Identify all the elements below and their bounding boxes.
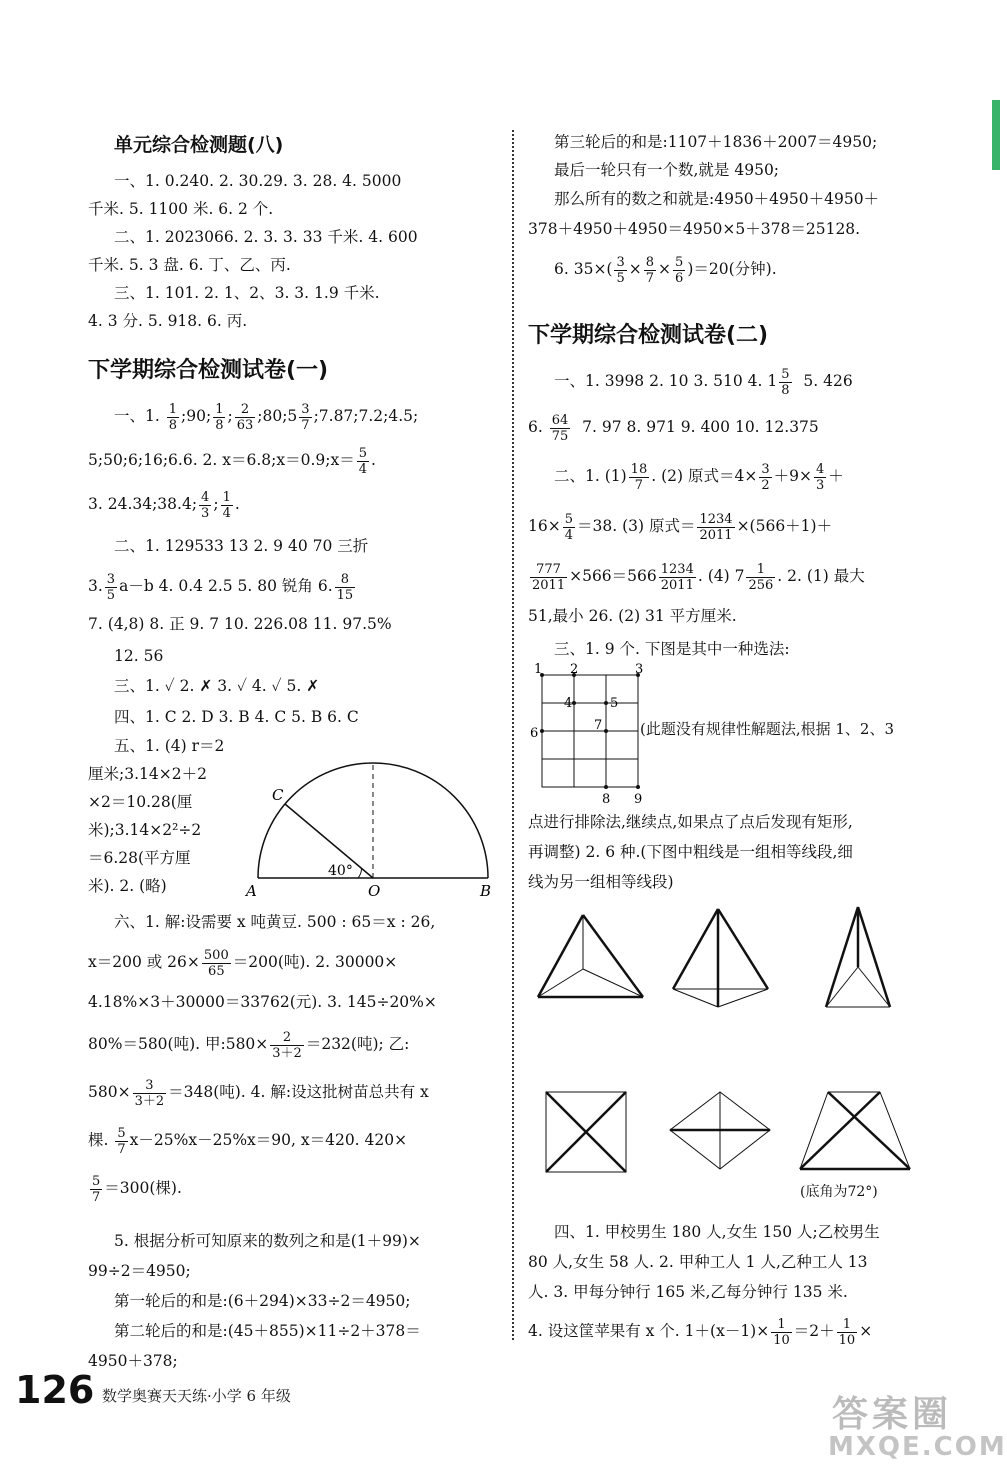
text: 5;50;6;16;6.6. 2. x＝6.8;x＝0.9;x＝ <box>88 451 355 469</box>
text: 棵. <box>88 1131 109 1149</box>
denominator: 6 <box>675 270 684 286</box>
answer-line: 厘米;3.14×2＋2 <box>88 765 207 783</box>
grid-label: 3 <box>635 662 644 677</box>
watermark-url: MXQE.COM <box>828 1432 1007 1462</box>
fraction <box>563 512 575 543</box>
numerator: 8 <box>335 572 356 588</box>
answer-line: 4. 3 分. 5. 918. 6. 丙. <box>88 312 248 330</box>
grid-point <box>636 785 640 789</box>
grid-lines <box>542 675 638 787</box>
fraction <box>550 413 571 444</box>
semicircle-answer-text <box>88 732 248 900</box>
text: 一、1. 3998 2. 10 3. 510 4. 1 <box>554 372 778 390</box>
denominator: 3 <box>201 505 210 521</box>
fraction <box>814 462 826 493</box>
thin-segment <box>800 1092 828 1169</box>
text: . (4) 7 <box>697 567 745 585</box>
denominator: 3 <box>815 477 825 493</box>
denominator: 65 <box>208 963 225 979</box>
denominator: 4 <box>564 527 573 543</box>
shape-square-cross <box>546 1092 626 1172</box>
text: 80%＝580(吨). 甲:580× <box>88 1035 269 1053</box>
fraction <box>530 562 567 593</box>
fraction <box>697 512 734 543</box>
section-title-unit8: 单元综合检测题(八) <box>114 134 284 156</box>
text: ＋9× <box>773 467 812 485</box>
denominator: 3＋2 <box>272 1045 302 1061</box>
thin-segment <box>673 989 718 1007</box>
text: 3. 24.34;38.4; <box>88 495 198 513</box>
text: 7. 97 8. 971 9. 400 10. 12.375 <box>582 418 819 436</box>
text: ＝38. (3) 原式＝ <box>577 517 696 535</box>
grid-point <box>604 701 608 705</box>
section-title-test1: 下学期综合检测试卷(一) <box>88 358 329 383</box>
answer-line: 最后一轮只有一个数,就是 4950; <box>554 161 780 179</box>
point-label-o: O <box>368 882 381 900</box>
answer-line: 三、1. 9 个. 下图是其中一种选法: <box>554 640 790 658</box>
numerator: 5 <box>675 254 684 270</box>
answer-line <box>528 551 928 601</box>
denominator: 2011 <box>532 577 566 593</box>
fraction <box>771 1317 792 1348</box>
grid-label: 1 <box>534 662 543 677</box>
fraction <box>837 1317 858 1348</box>
text: ＋ <box>828 467 844 485</box>
denominator: 7 <box>645 270 655 286</box>
watermark-logo: 答案圈 <box>832 1394 953 1435</box>
answer-line: 人. 3. 甲每分钟行 165 米,乙每分钟行 135 米. <box>528 1283 848 1301</box>
grid-diagram <box>528 662 658 807</box>
numerator: 2 <box>270 1030 304 1046</box>
fraction <box>202 948 231 979</box>
point-label-c: C <box>272 786 284 804</box>
shapes-block <box>528 897 928 1217</box>
answer-line <box>88 1020 498 1068</box>
answer-line: 5. 根据分析可知原来的数列之和是(1＋99)× <box>114 1232 421 1250</box>
numerator: 777 <box>530 562 567 578</box>
equal-segments-shapes <box>528 907 928 1207</box>
numerator: 5 <box>117 1125 126 1141</box>
grid-point <box>540 729 544 733</box>
text: 一、1. <box>114 407 160 425</box>
numerator: 1 <box>222 489 231 505</box>
answer-line: 千米. 5. 1100 米. 6. 2 个. <box>88 200 274 218</box>
fraction <box>167 402 179 433</box>
thin-segment <box>826 967 858 1007</box>
answer-line: 80 人,女生 58 人. 2. 甲种工人 1 人,乙种工人 13 <box>528 1253 868 1271</box>
answer-line: 4.18%×3＋30000＝33762(元). 3. 145÷20%× <box>88 993 437 1011</box>
grid-label: 8 <box>602 792 611 807</box>
numerator: 8 <box>645 254 655 270</box>
answer-line <box>88 482 498 526</box>
denominator: 10 <box>773 1332 790 1348</box>
text: 6. 35×( <box>554 260 613 278</box>
denominator: 63 <box>236 417 254 433</box>
text: ;7.87;7.2;4.5; <box>313 407 419 425</box>
answer-line: 378＋4950＋4950＝4950×5＋378＝25128. <box>528 220 861 238</box>
grid-point <box>604 785 608 789</box>
grid-label: 6 <box>530 726 539 741</box>
answer-line <box>528 359 928 403</box>
answer-line: 四、1. C 2. D 3. B 4. C 5. B 6. C <box>114 708 359 726</box>
denominator: 75 <box>551 428 569 444</box>
fraction <box>235 402 256 433</box>
text: × <box>658 260 672 278</box>
fraction <box>644 255 656 286</box>
answer-line: 三、1. ✓ 2. ✗ 3. ✓ 4. ✓ 5. ✗ <box>114 677 320 695</box>
text: × <box>859 1322 873 1340</box>
thick-segment <box>826 907 858 1007</box>
text: 3. <box>88 577 103 595</box>
denominator: 8 <box>781 382 790 398</box>
answer-line <box>88 940 498 984</box>
answer-line <box>528 501 928 551</box>
numerator: 4 <box>201 489 210 505</box>
semicircle-diagram <box>246 736 498 900</box>
page-number: 126 <box>15 1368 95 1412</box>
numerator: 1 <box>215 401 224 417</box>
grid-block <box>528 662 928 807</box>
fraction <box>659 562 696 593</box>
grid-label: 5 <box>610 696 619 711</box>
answer-line: 51,最小 26. (2) 31 平方厘米. <box>528 607 737 625</box>
denominator: 5 <box>106 587 116 603</box>
answer-line <box>528 451 928 501</box>
text: 4. 设这筐苹果有 x 个. 1＋(x－1)× <box>528 1322 770 1340</box>
numerator: 18 <box>630 461 648 477</box>
thick-segment <box>858 907 890 1007</box>
fraction <box>221 490 233 521</box>
answer-line <box>88 1164 498 1212</box>
numerator: 3 <box>301 401 310 417</box>
denominator: 256 <box>748 577 774 593</box>
answer-line: ×2＝10.28(厘 <box>88 793 193 811</box>
text: 580× <box>88 1083 131 1101</box>
text: . <box>371 451 376 469</box>
fraction <box>614 255 626 286</box>
denominator: 2 <box>761 477 770 493</box>
numerator: 5 <box>564 511 573 527</box>
answer-line: 米). 2. (略) <box>88 877 167 895</box>
text: 5. 426 <box>803 372 853 390</box>
denominator: 15 <box>336 587 354 603</box>
thick-segment <box>718 909 768 989</box>
denominator: 7 <box>634 477 644 493</box>
spacer <box>88 1212 498 1226</box>
fraction <box>673 255 685 286</box>
answer-line: 四、1. 甲校男生 180 人,女生 150 人;乙校男生 <box>554 1223 880 1241</box>
fraction <box>629 462 650 493</box>
answer-line: 4950＋378; <box>88 1352 178 1370</box>
answer-line: 再调整) 2. 6 种.(下图中粗线是一组相等线段,细 <box>528 843 853 861</box>
book-title: 数学奥赛天天练·小学 6 年级 <box>102 1387 291 1405</box>
numerator: 1234 <box>699 511 733 527</box>
thick-segment <box>583 915 643 997</box>
text: 二、1. (1) <box>554 467 627 485</box>
text: . (2) 原式＝4× <box>651 467 758 485</box>
text: . 2. (1) 最大 <box>777 567 865 585</box>
numerator: 4 <box>815 461 825 477</box>
semicircle-block <box>88 732 498 904</box>
fraction <box>115 1126 127 1157</box>
answer-line <box>88 438 498 482</box>
answer-line: 第一轮后的和是:(6＋294)×33÷2＝4950; <box>114 1292 411 1310</box>
fraction <box>779 367 791 398</box>
shape-tall-triangle <box>826 907 890 1007</box>
denominator: 8 <box>215 417 224 433</box>
answer-line: 六、1. 解:设需要 x 吨黄豆. 500 : 65＝x : 26, <box>114 913 436 931</box>
denominator: 3＋2 <box>134 1093 165 1109</box>
text: . <box>234 495 240 513</box>
grid-label: 9 <box>634 792 643 807</box>
text: ＝232(吨); 乙: <box>305 1035 410 1053</box>
text: ×566＝566 <box>569 567 657 585</box>
numerator: 1 <box>837 1317 858 1333</box>
point-label-b: B <box>480 882 492 900</box>
text: 16× <box>528 517 561 535</box>
fraction <box>299 402 311 433</box>
numerator: 500 <box>203 947 229 963</box>
fraction <box>357 446 369 477</box>
numerator: 2 <box>235 402 256 418</box>
answer-line: 7. (4,8) 8. 正 9. 7 10. 226.08 11. 97.5% <box>88 615 392 633</box>
fraction <box>335 572 356 603</box>
numerator: 5 <box>358 445 368 461</box>
fraction <box>199 490 211 521</box>
answer-line: 二、1. 129533 13 2. 9 40 70 三折 <box>114 537 369 555</box>
angle-arc <box>358 868 362 878</box>
answer-line: ＝6.28(平方厘 <box>88 849 191 867</box>
grid-labels <box>530 662 643 807</box>
answer-line: 99÷2＝4950; <box>88 1262 191 1280</box>
fraction <box>759 462 771 493</box>
grid-point <box>572 701 576 705</box>
answer-line: 那么所有的数之和就是:4950＋4950＋4950＋ <box>554 190 880 208</box>
denominator: 5 <box>616 270 625 286</box>
denominator: 2011 <box>699 527 733 543</box>
shape-kite <box>673 909 768 1007</box>
numerator: 1 <box>168 401 178 417</box>
section-six-answers <box>88 904 498 1376</box>
thin-segment <box>718 989 768 1007</box>
angle-label: 40° <box>328 863 353 879</box>
fraction <box>213 402 225 433</box>
point-label-a: A <box>246 882 257 900</box>
answer-line: 一、1. $\frac{1}{8}$ ;90; $\frac{1}{8}$ ; $\frac{2}{63}$ ;80;5 $\frac{3}{7}$ ;7.87;7.2;4.5; <box>114 401 419 433</box>
section-tab <box>992 100 1000 170</box>
answer-line: 一、1. 0.240. 2. 30.29. 3. 28. 4. 5000 <box>114 172 402 190</box>
fraction <box>90 1174 102 1205</box>
answer-line: 第二轮后的和是:(45＋855)×11÷2＋378＝ <box>114 1322 421 1340</box>
numerator: 3 <box>616 254 625 270</box>
denominator: 8 <box>168 417 178 433</box>
grid-label: 4 <box>564 696 573 711</box>
text: a－b 4. 0.4 2.5 5. 80 锐角 6. <box>119 577 333 595</box>
text: ;90; <box>181 407 212 425</box>
answer-line <box>88 566 498 606</box>
thin-segment <box>880 1092 910 1169</box>
denominator: 7 <box>301 417 310 433</box>
fraction <box>105 572 117 603</box>
text: ; <box>213 495 219 513</box>
grid-note: (此题没有规律性解题法,根据 1、2、3 <box>640 720 895 738</box>
fraction <box>133 1078 167 1109</box>
answer-line <box>88 1116 498 1164</box>
text: x－25%x－25%x＝90, x＝420. 420× <box>129 1131 408 1149</box>
text: )＝20(分钟). <box>687 260 777 278</box>
text: ;80;5 <box>257 407 298 425</box>
numerator: 5 <box>781 366 790 382</box>
text: x＝200 或 26× <box>88 953 200 971</box>
text: 6. <box>528 418 543 436</box>
denominator: 7 <box>117 1141 126 1157</box>
answer-line: 五、1. (4) r＝2 <box>114 737 225 755</box>
shape-trapezoid <box>800 1092 910 1169</box>
denominator: 4 <box>222 505 231 521</box>
shape-caption: (底角为72°) <box>800 1184 878 1200</box>
denominator: 2011 <box>660 577 694 593</box>
shape-triangle-center <box>538 915 643 997</box>
fraction <box>270 1030 304 1061</box>
answer-line: 点进行排除法,继续点,如果点了点后发现有矩形, <box>528 813 853 831</box>
answer-line: 千米. 5. 3 盘. 6. 丁、乙、丙. <box>88 256 291 274</box>
numerator: 64 <box>551 412 569 428</box>
text: ＝348(吨). 4. 解:设这批树苗总共有 x <box>168 1083 429 1101</box>
test1-answers <box>88 394 498 732</box>
right-column <box>528 118 928 1355</box>
section-title-test2: 下学期综合检测试卷(二) <box>528 323 769 348</box>
answer-line: 线为另一组相等线段) <box>528 873 674 891</box>
thin-segment <box>858 967 890 1007</box>
answer-line <box>528 244 928 294</box>
numerator: 1234 <box>660 561 694 577</box>
column-divider <box>512 130 514 1340</box>
numerator: 1 <box>771 1317 792 1333</box>
denominator: 10 <box>838 1332 856 1348</box>
fraction <box>746 562 775 593</box>
text: ＝200(吨). 2. 30000× <box>232 953 398 971</box>
thick-segment <box>538 915 583 997</box>
numerator: 3 <box>761 461 770 477</box>
numerator: 1 <box>746 562 775 578</box>
numerator: 3 <box>106 571 116 587</box>
grid-label: 7 <box>594 718 603 733</box>
text: × <box>628 260 642 278</box>
thick-segment <box>673 909 718 989</box>
text: ＝300(棵). <box>104 1179 182 1197</box>
answer-line: 三、1. 101. 2. 1、2、3. 3. 1.9 千米. <box>114 284 380 302</box>
answer-line: 12. 56 <box>114 647 164 665</box>
numerator: 5 <box>92 1173 101 1189</box>
answer-line <box>88 1068 498 1116</box>
left-column <box>88 118 498 1376</box>
text: ＝2＋ <box>793 1322 835 1340</box>
text: ×(566＋1)＋ <box>736 517 833 535</box>
grid-point <box>604 729 608 733</box>
answer-line: 第三轮后的和是:1107＋1836＋2007＝4950; <box>554 133 878 151</box>
numerator: 3 <box>133 1078 167 1094</box>
grid-label: 2 <box>570 662 579 677</box>
answer-line: 米);3.14×2²÷2 <box>88 821 202 839</box>
denominator: 4 <box>358 461 368 477</box>
answer-line: 二、1. 2023066. 2. 3. 3. 33 千米. 4. 600 <box>114 228 418 246</box>
shape-rhombus <box>670 1092 770 1169</box>
answer-line <box>528 403 928 451</box>
answer-line <box>528 1307 928 1355</box>
denominator: 7 <box>92 1189 101 1205</box>
